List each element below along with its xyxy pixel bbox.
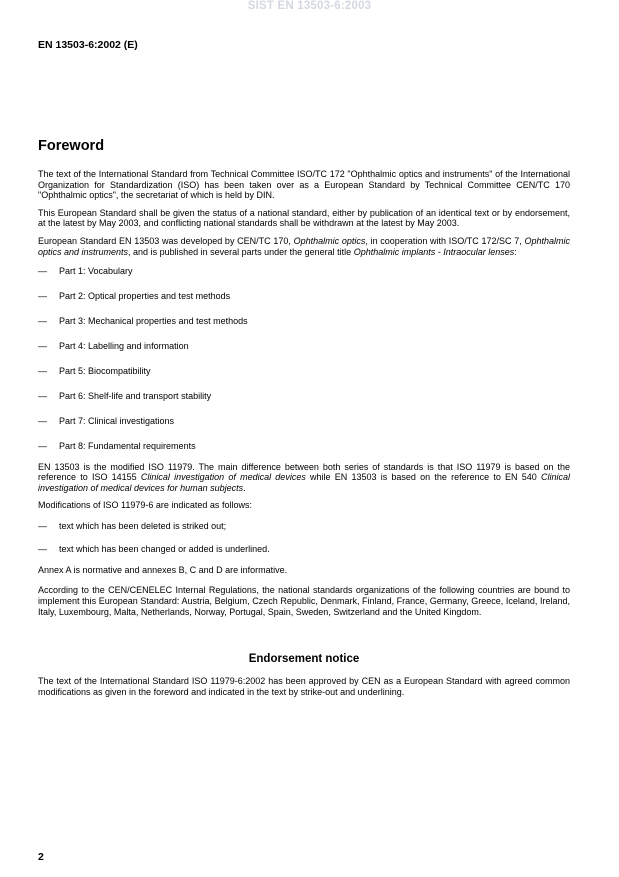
list-item: — text which has been deleted is striked out; xyxy=(38,521,227,532)
list-item: — Part 1: Vocabulary xyxy=(38,266,133,277)
list-item: — text which has been changed or added is underlined. xyxy=(38,544,270,555)
list-item: — Part 2: Optical properties and test methods xyxy=(38,291,231,302)
list-item: — Part 3: Mechanical properties and test methods xyxy=(38,316,248,327)
page-content xyxy=(38,138,570,704)
list-item: — Part 7: Clinical investigations xyxy=(38,416,175,427)
foreword-paragraph-5: Modifications of ISO 11979-6 are indicated as follows: xyxy=(38,500,252,511)
parts-list xyxy=(38,266,570,451)
foreword-paragraph-3: European Standard EN 13503 was developed by CEN/TC 170, Ophthalmic optics, in cooperation with ISO/TC 172/SC 7, Ophthalmic optics and instruments, and is published in several parts under the general title Ophthalmic implants - Intraocular lenses: xyxy=(38,235,570,257)
page-number: 2 xyxy=(38,851,44,863)
foreword-paragraph-6: Annex A is normative and annexes B, C and D are informative. xyxy=(38,564,288,575)
foreword-paragraph-1: The text of the International Standard from Technical Committee ISO/TC 172 "Ophthalmic optics and instruments" of the International Organization for Standardization (ISO) has been taken over as a European Standard by Technical Committee CEN/TC 170 "Ophthalmic optics", the secretariat of which is held by DIN. xyxy=(38,169,570,201)
list-item: — Part 5: Biocompatibility xyxy=(38,366,151,377)
document-id: EN 13503-6:2002 (E) xyxy=(38,39,138,51)
list-item: — Part 6: Shelf-life and transport stability xyxy=(38,391,212,402)
modifications-list xyxy=(38,521,570,555)
endorsement-heading: Endorsement notice xyxy=(248,653,360,666)
foreword-paragraph-2: This European Standard shall be given the status of a national standard, either by publication of an identical text or by endorsement, at the latest by May 2003, and conflicting national standards shall be withdrawn at the latest by May 2003. xyxy=(38,207,570,229)
foreword-heading: Foreword xyxy=(38,138,105,154)
list-item: — Part 8: Fundamental requirements xyxy=(38,441,196,452)
list-item: — Part 4: Labelling and information xyxy=(38,341,189,352)
foreword-paragraph-4: EN 13503 is the modified ISO 11979. The main difference between both series of standards is that ISO 11979 is based on the reference to ISO 14155 Clinical investigation of medical devices while EN 13503 is based on the reference to EN 540 Clinical investigation of medical devices for human subjects. xyxy=(38,461,570,493)
watermark: SIST EN 13503-6:2003 xyxy=(247,0,372,12)
endorsement-text: The text of the International Standard ISO 11979-6:2002 has been approved by CEN as a European Standard with agreed common modifications as given in the foreword and indicated in the text by strike-out and underlining. xyxy=(38,676,570,697)
foreword-paragraph-7: According to the CEN/CENELEC Internal Regulations, the national standards organizations of the following countries are bound to implement this European Standard: Austria, Belgium, Czech Republic, Denmark, Finland, France, Germany, Greece, Iceland, Ireland, Italy, Luxembourg, Malta, Netherlands, Norway, Portugal, Spain, Sweden, Switzerland and the United Kingdom. xyxy=(38,585,570,617)
